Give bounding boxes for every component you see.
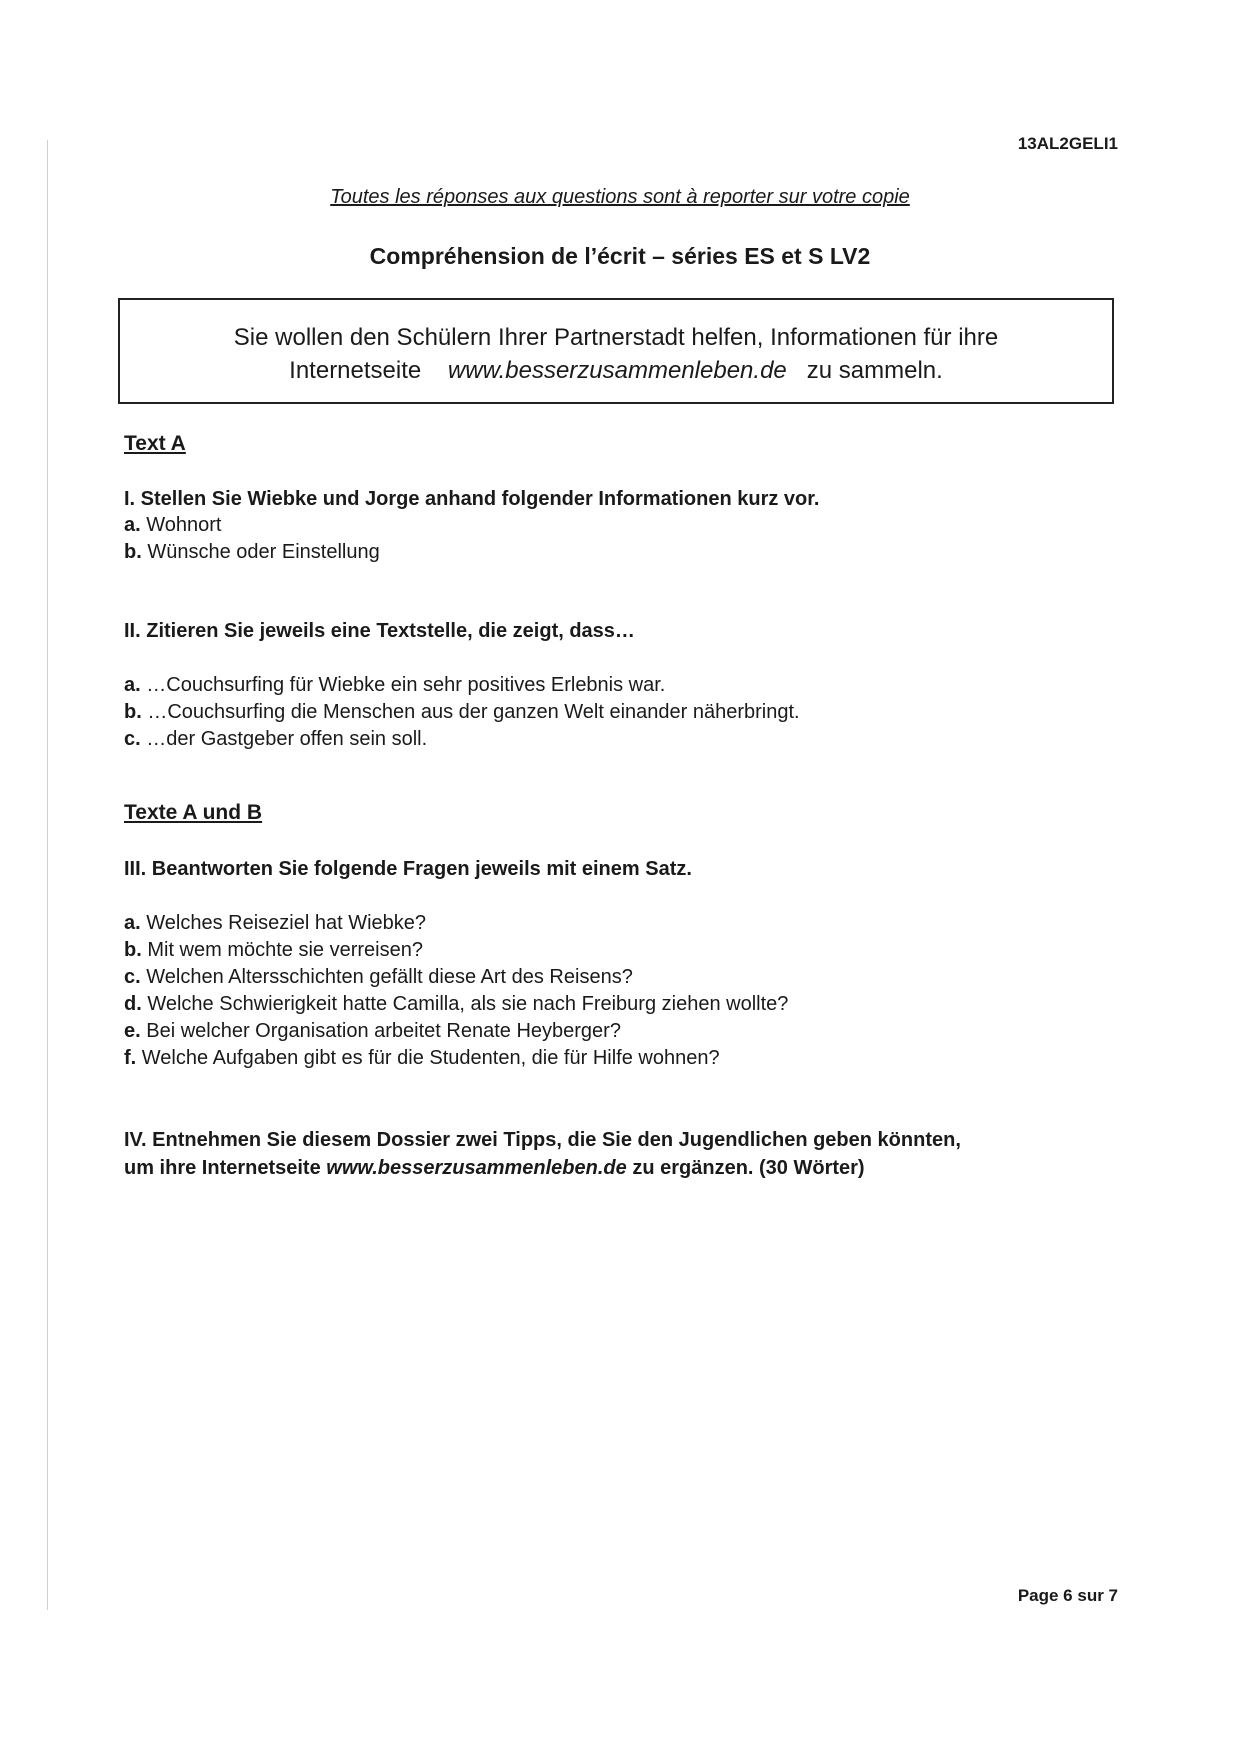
question-4-line2: um ihre Internetseite www.besserzusammenleben.de zu ergänzen. (30 Wörter) — [124, 1157, 865, 1179]
question-4-url: www.besserzusammenleben.de — [326, 1157, 627, 1179]
question-3-item-f: f. Welche Aufgaben gibt es für die Studenten, die für Hilfe wohnen? — [124, 1047, 720, 1069]
heading-texte-a-und-b: Texte A und B — [124, 801, 263, 824]
question-1-title: I. Stellen Sie Wiebke und Jorge anhand folgender Informationen kurz vor. — [124, 488, 820, 510]
task-box-line1: Sie wollen den Schülern Ihrer Partnerstadt helfen, Informationen für ihre — [233, 324, 999, 351]
task-box-url: www.besserzusammenleben.de — [447, 357, 787, 384]
question-2-title: II. Zitieren Sie jeweils eine Textstelle, die zeigt, dass… — [124, 620, 635, 642]
question-3-title: III. Beantworten Sie folgende Fragen jeweils mit einem Satz. — [124, 858, 692, 880]
question-2-item-a: a. …Couchsurfing für Wiebke ein sehr positives Erlebnis war. — [124, 674, 666, 696]
heading-text-a: Text A — [124, 432, 186, 455]
question-1-item-b: b. Wünsche oder Einstellung — [124, 541, 380, 563]
question-3-item-a: a. Welches Reiseziel hat Wiebke? — [124, 912, 427, 934]
scan-margin-line — [47, 140, 48, 1610]
task-box-line2-suffix: zu sammeln. — [806, 357, 943, 384]
section-title: Compréhension de l’écrit – séries ES et S LV2 — [369, 243, 871, 269]
instruction-line: Toutes les réponses aux questions sont à reporter sur votre copie — [330, 186, 910, 208]
question-3-item-c: c. Welchen Altersschichten gefällt diese Art des Reisens? — [124, 966, 633, 988]
task-box-line2-prefix: Internetseite — [289, 357, 422, 384]
question-4-line1: IV. Entnehmen Sie diesem Dossier zwei Tipps, die Sie den Jugendlichen geben könnten, — [124, 1129, 961, 1151]
question-3-item-b: b. Mit wem möchte sie verreisen? — [124, 939, 423, 961]
page-number: Page 6 sur 7 — [1017, 1586, 1118, 1605]
task-box-line2 — [120, 354, 1112, 387]
task-box — [118, 298, 1114, 404]
question-2-item-c: c. …der Gastgeber offen sein soll. — [124, 728, 428, 750]
question-1-item-a: a. Wohnort — [124, 514, 222, 536]
question-2-item-b: b. …Couchsurfing die Menschen aus der ganzen Welt einander näherbringt. — [124, 701, 800, 723]
question-3-item-e: e. Bei welcher Organisation arbeitet Renate Heyberger? — [124, 1020, 621, 1042]
document-code: 13AL2GELI1 — [1017, 134, 1118, 153]
question-4 — [124, 1126, 961, 1182]
question-3-item-d: d. Welche Schwierigkeit hatte Camilla, als sie nach Freiburg ziehen wollte? — [124, 993, 789, 1015]
